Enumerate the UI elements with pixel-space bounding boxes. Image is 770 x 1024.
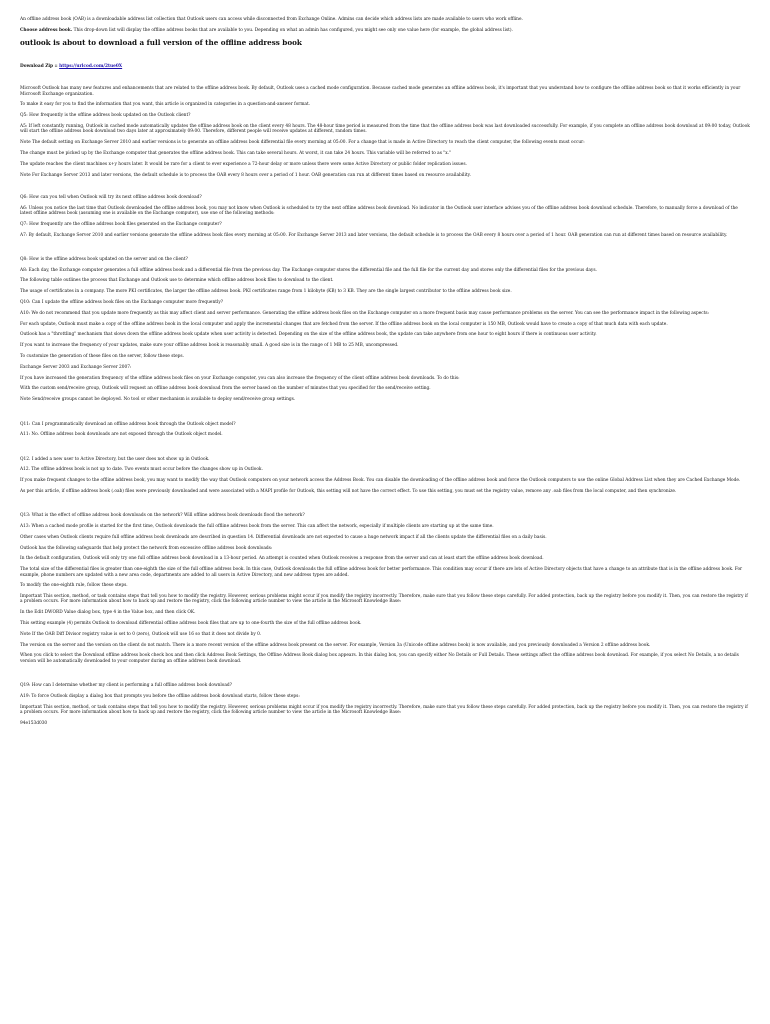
paragraph: With the custom send/receive group, Outlook will request an offline address book download from the server based on the number of minutes that you specified for the send/receive setting. (20, 386, 431, 392)
paragraph: The following table outlines the process that Exchange and Outlook use to determine which offline address book files to download to the client. (20, 278, 334, 284)
paragraph: When you click to select the Download offline address book check box and then click Address Book Settings, the Offline Address Book dialog box appears. In this dialog box, you can specify either No Details or Full Details. These settings affect the offline address book download. For example, if you select No Details, a no details version will be automatically downloaded to your computer during an offline address book download. (20, 653, 739, 664)
question: Q5: How frequently is the offline address book updated on the Outlook client? (20, 113, 191, 119)
choose-address-book-text: This drop-down list will display the offline address books that are available to you. Depending on what an admin has configured, you might see only one value here (for example, the global address list). (72, 27, 513, 33)
download-label: Download Zip :: (20, 64, 60, 70)
paragraph: In the Edit DWORD Value dialog box, type 4 in the Value box, and then click OK. (20, 610, 196, 616)
paragraph: Outlook has the following safeguards that help protect the network from excessive offline address book downloads: (20, 545, 273, 551)
question: Q10: Can I update the offline address book files on the Exchange computer more frequently? (20, 300, 224, 306)
question: Q11: Can I programmatically download an offline address book through the Outlook object model? (20, 421, 236, 427)
paragraph: The total size of the differential files is greater than one-eighth the size of the full offline address book. In this case, Outlook downloads the full offline address book for better performance. This condition may occur if there are lots of Active Directory objects that have a change to an attribute that is in the offline address book. For example, phone numbers are updated with a new area code, departments are added to all users in Active Directory, and new address types are added. (20, 567, 743, 578)
download-line (20, 64, 750, 69)
answer: A12. The offline address book is not up to date. Two events must occur before the changes show up in Outlook. (20, 467, 263, 473)
answer: A6: Unless you notice the last time that Outlook downloaded the offline address book, you may not know when Outlook is scheduled to try the next offline address book download. No indicator in the Outlook user interface advises you of the offline address book download schedule. Therefore, to manually force a download of the latest offline address book (assuming one is available on the Exchange computer), use one of the following methods: (20, 205, 738, 216)
paragraph: In the default configuration, Outlook will only try one full offline address book download in a 13-hour period. An attempt is counted when Outlook receives a response from the server and can at least start the offline address book download. (20, 556, 544, 562)
choose-address-book-label: Choose address book. (20, 27, 73, 33)
page-title: outlook is about to download a full version of the offline address book (20, 38, 302, 48)
note: Note The default setting on Exchange Server 2010 and earlier versions is to generate an offline address book differential file every morning at 05:00. For a change that is made in Active Directory to reach the client computer, the following events must occur: (20, 140, 585, 146)
paragraph: To customize the generation of these files on the server, follow these steps. (20, 354, 185, 360)
paragraph: The update reaches the client machines x+y hours later. It would be rare for a client to ever experience a 72-hour delay or more unless there were some Active Directory or public folder replication issues. (20, 161, 467, 167)
paragraph: Exchange Server 2003 and Exchange Server 2007: (20, 364, 132, 370)
paragraph: If you have increased the generation frequency of the offline address book files on your Exchange computer, you can also increase the frequency of the client offline address book downloads. To do this: (20, 375, 460, 381)
answer: A19: To force Outlook display a dialog box that prompts you before the offline address book download starts, follow these steps: (20, 693, 300, 699)
note: Note If the OAB Diff Divisor registry value is set to 0 (zero), Outlook will use 16 so that it does not divide by 0. (20, 631, 262, 637)
footer-code: 94e153d030 (20, 720, 48, 726)
paragraph: If you want to increase the frequency of your updates, make sure your offline address book is reasonably small. A good size is in the range of 1 MB to 25 MB, uncompressed. (20, 343, 399, 349)
note: Note Send/receive groups cannot be deployed. No tool or other mechanism is available to deploy send/receive group settings. (20, 397, 296, 403)
note: Note For Exchange Server 2013 and later versions, the default schedule is to process the OAB every 8 hours over a period of 1 hour. OAB generation can run at different times based on resource availability. (20, 172, 471, 178)
paragraph: As per this article, if offline address book (.oab) files were previously downloaded and were associated with a MAPI profile for Outlook, this setting will not have the correct effect. To use this setting, you must set the registry value, remove any .oab files from the local computer, and then synchronize. (20, 488, 677, 494)
paragraph: Outlook has a "throttling" mechanism that slows down the offline address book update when user activity is detected. Depending on the size of the offline address book, the update can take anywhere from one hour to eight hours if there is continuous user activity. (20, 332, 597, 338)
question: Q12. I added a new user to Active Directory, but the user does not show up in Outlook. (20, 456, 210, 462)
answer: A8: Each day, the Exchange computer generates a full offline address book and a differential file from the previous day. The Exchange computer stores the differential file and the full file for the current day and stores only the differential files for the previous days. (20, 267, 597, 273)
paragraph: The usage of certificates in a company. The more PKI certificates, the larger the offline address book. PKI certificates range from 1 kilobyte (KB) to 3 KB. They are the single largest contributor to the offline address book size. (20, 289, 512, 295)
question: Q13: What is the effect of offline address book downloads on the network? Will offline address book downloads flood the network? (20, 513, 305, 519)
paragraph: Other cases when Outlook clients require full offline address book downloads are described in question 14. Differential downloads are not expected to cause a huge network impact if all the clients update the differential files on a daily basis. (20, 534, 547, 540)
paragraph: The version on the server and the version on the client do not match. There is a more recent version of the offline address book present on the server. For example, Version 3a (Unicode offline address book) is now available, and you previously downloaded a Version 2 offline address book. (20, 642, 651, 648)
question: Q19: How can I determine whether my client is performing a full offline address book download? (20, 683, 232, 689)
answer: A11: No. Offline address book downloads are not exposed through the Outlook object model. (20, 432, 223, 438)
answer: A13: When a cached mode profile is started for the first time, Outlook downloads the full offline address book from the server. This can affect the network, especially if multiple clients are starting up at the same time. (20, 524, 494, 530)
paragraph: To modify the one-eighth rule, follow these steps. (20, 583, 128, 589)
answer: A5: If left constantly running, Outlook in cached mode automatically updates the offline address book on the client every 48 hours. The 48-hour time period is measured from the time that the offline address book was last downloaded successfully. For example, if you complete an offline address book download at 09:00 today, Outlook will start the offline address book download two days later at approximately 09:00. Therefore, different people will receive updates at different, random times. (20, 124, 750, 135)
paragraph: This setting example (4) permits Outlook to download differential offline address book files that are up to one-fourth the size of the full offline address book. (20, 621, 362, 627)
paragraph: The change must be picked up by the Exchange computer that generates the offline address book. This can take several hours. At worst, it can take 24 hours. This variable will be referred to as "x." (20, 150, 452, 156)
answer: A7: By default, Exchange Server 2010 and earlier versions generate the offline address book files every morning at 05:00. For Exchange Server 2013 and later versions, the default schedule is to process the OAB every 8 hours over a period of 1 hour. OAB generation can run at different times based on resource availability. (20, 232, 728, 238)
important-note: Important This section, method, or task contains steps that tell you how to modify the registry. However, serious problems might occur if you modify the registry incorrectly. Therefore, make sure that you follow these steps carefully. For added protection, back up the registry before you modify it. Then, you can restore the registry if a problem occurs. For more information about how to back up and restore the registry, click the following article number to view the article in the Microsoft Knowledge Base: (20, 594, 748, 605)
download-link[interactable]: https://urlcod.com/2tue0X (59, 64, 123, 70)
question: Q6: How can you tell when Outlook will try its next offline address book download? (20, 194, 202, 200)
paragraph: For each update, Outlook must make a copy of the offline address book in the local computer and apply the incremental changes that are fetched from the server. If the offline address book on the local computer is 150 MB, Outlook would have to create a copy of that much data with each update. (20, 321, 668, 327)
question: Q7: How frequently are the offline address book files generated on the Exchange computer? (20, 221, 222, 227)
paragraph: If you make frequent changes to the offline address book, you may want to modify the way that Outlook computers on your network access the Address Book. You can disable the downloading of the offline address book and force the Outlook computers to use the online Global Address List when they are Cached Exchange Mode. (20, 478, 741, 484)
paragraph: To make it easy for you to find the information that you want, this article is organized in categories in a question-and-answer format. (20, 102, 311, 108)
paragraph: Microsoft Outlook has many new features and enhancements that are related to the offline address book. By default, Outlook uses a cached mode configuration. Because cached mode generates an offline address book, it's important that you understand how to configure the offline address book so that it works efficiently in your Microsoft Exchange organization. (20, 86, 741, 97)
question: Q8: How is the offline address book updated on the server and on the client? (20, 256, 188, 262)
important-note: Important This section, method, or task contains steps that tell you how to modify the registry. However, serious problems might occur if you modify the registry incorrectly. Therefore, make sure that you follow these steps carefully. For added protection, back up the registry before you modify it. Then, you can restore the registry if a problem occurs. For more information about how to back up and restore the registry, click the following article number to view the article in the Microsoft Knowledge Base: (20, 704, 748, 715)
intro-paragraph: An offline address book (OAB) is a downloadable address list collection that Outlook users can access while disconnected from Exchange Online. Admins can decide which address lists are made available to users who work offline. (20, 17, 523, 22)
answer: A10: We do not recommend that you update more frequently as this may affect client and server performance. Generating the offline address book files on the Exchange computer on a more frequent basis may cause performance problems on the server. You can see the performance impact in the following aspects: (20, 310, 710, 316)
choose-address-book-paragraph (20, 28, 750, 33)
